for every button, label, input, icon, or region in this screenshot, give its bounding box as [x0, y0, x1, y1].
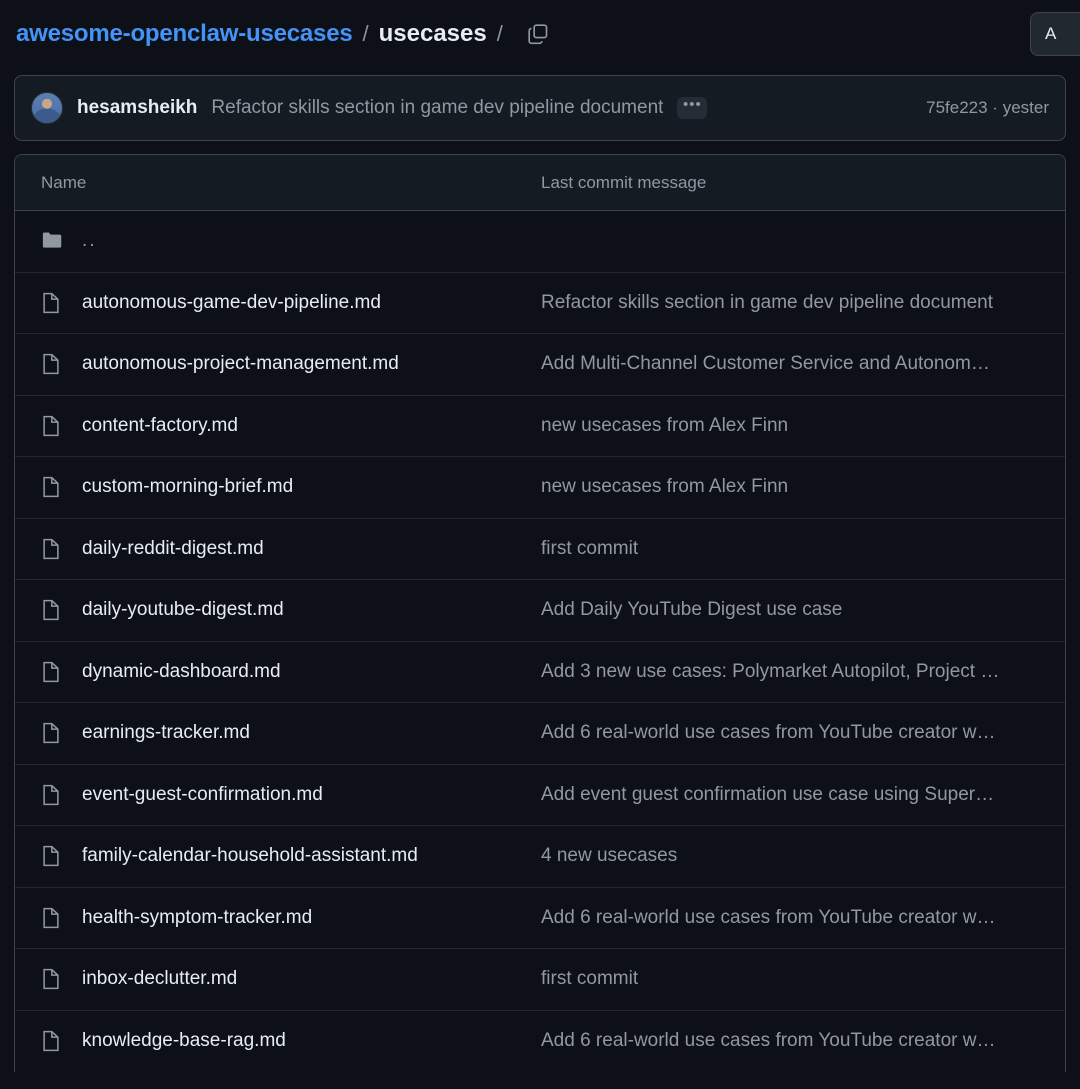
commit-meta: [926, 98, 1049, 118]
table-row[interactable]: [15, 580, 1065, 642]
file-commit-message[interactable]: Add 6 real-world use cases from YouTube creator w…: [541, 906, 996, 928]
file-commit-message[interactable]: new usecases from Alex Finn: [541, 414, 789, 436]
file-icon: [41, 907, 63, 929]
file-icon: [41, 784, 63, 806]
table-row[interactable]: [15, 273, 1065, 335]
column-header-last-commit-message: Last commit message: [541, 172, 707, 192]
commit-author[interactable]: hesamsheikh: [77, 97, 198, 118]
commit-time: yester: [1002, 98, 1049, 117]
file-name-link[interactable]: daily-reddit-digest.md: [82, 537, 264, 559]
file-name-link[interactable]: health-symptom-tracker.md: [82, 906, 313, 928]
table-row[interactable]: [15, 642, 1065, 704]
file-icon: [41, 538, 63, 560]
file-icon: [41, 1030, 63, 1052]
parent-directory-row[interactable]: [15, 211, 1065, 273]
file-icon: [41, 845, 63, 867]
top-right-action-button[interactable]: [1030, 12, 1080, 56]
table-row[interactable]: [15, 703, 1065, 765]
table-row[interactable]: [15, 888, 1065, 950]
top-right-action-label: A: [1045, 24, 1057, 43]
commit-message[interactable]: Refactor skills section in game dev pipeline document: [211, 97, 664, 118]
file-commit-message[interactable]: Add 3 new use cases: Polymarket Autopilot, Project …: [541, 660, 1000, 682]
file-commit-message[interactable]: Add Daily YouTube Digest use case: [541, 599, 843, 621]
file-icon: [41, 476, 63, 498]
file-commit-message[interactable]: Refactor skills section in game dev pipeline document: [541, 291, 994, 313]
file-name-link[interactable]: event-guest-confirmation.md: [82, 783, 323, 805]
file-name-link[interactable]: earnings-tracker.md: [82, 722, 250, 744]
file-table: [14, 154, 1066, 1072]
table-row[interactable]: [15, 334, 1065, 396]
file-name-link[interactable]: content-factory.md: [82, 414, 238, 436]
table-row[interactable]: [15, 396, 1065, 458]
table-row[interactable]: [15, 1011, 1065, 1073]
file-table-header: [15, 155, 1065, 211]
file-commit-message[interactable]: first commit: [541, 968, 639, 990]
file-name-link[interactable]: family-calendar-household-assistant.md: [82, 845, 418, 867]
file-commit-message[interactable]: Add 6 real-world use cases from YouTube creator w…: [541, 722, 996, 744]
parent-directory-label: ..: [82, 230, 97, 252]
file-icon: [41, 968, 63, 990]
file-icon: [41, 292, 63, 314]
file-commit-message[interactable]: Add event guest confirmation use case using Super…: [541, 783, 995, 805]
breadcrumb-trailing-separator: /: [496, 21, 503, 46]
file-icon: [41, 599, 63, 621]
commit-sha[interactable]: 75fe223: [926, 98, 988, 117]
file-icon: [41, 661, 63, 683]
column-header-name: Name: [41, 172, 87, 192]
file-name-link[interactable]: daily-youtube-digest.md: [82, 599, 284, 621]
file-icon: [41, 415, 63, 437]
file-commit-message[interactable]: Add Multi-Channel Customer Service and Autonom…: [541, 353, 990, 375]
table-row[interactable]: [15, 826, 1065, 888]
table-row[interactable]: [15, 457, 1065, 519]
file-rows: [15, 273, 1065, 1073]
breadcrumb-current-folder: usecases: [378, 20, 487, 47]
file-name-link[interactable]: autonomous-project-management.md: [82, 353, 399, 375]
copy-path-icon[interactable]: [521, 17, 555, 51]
file-commit-message[interactable]: new usecases from Alex Finn: [541, 476, 789, 498]
file-commit-message[interactable]: first commit: [541, 537, 639, 559]
file-commit-message[interactable]: 4 new usecases: [541, 845, 678, 867]
breadcrumb: [0, 0, 1080, 68]
avatar[interactable]: [31, 92, 63, 124]
file-name-link[interactable]: knowledge-base-rag.md: [82, 1030, 286, 1052]
breadcrumb-repo-link[interactable]: awesome-openclaw-usecases: [16, 20, 353, 47]
table-row[interactable]: [15, 765, 1065, 827]
file-icon: [41, 722, 63, 744]
file-name-link[interactable]: dynamic-dashboard.md: [82, 660, 281, 682]
latest-commit-bar: [14, 75, 1066, 141]
folder-icon: [41, 232, 63, 250]
file-name-link[interactable]: custom-morning-brief.md: [82, 476, 294, 498]
commit-expand-button[interactable]: •••: [677, 97, 707, 119]
file-commit-message[interactable]: Add 6 real-world use cases from YouTube creator w…: [541, 1030, 996, 1052]
file-icon: [41, 353, 63, 375]
table-row[interactable]: [15, 949, 1065, 1011]
breadcrumb-separator: /: [362, 21, 369, 46]
file-name-link[interactable]: autonomous-game-dev-pipeline.md: [82, 291, 381, 313]
file-name-link[interactable]: inbox-declutter.md: [82, 968, 238, 990]
commit-meta-separator: ·: [992, 98, 998, 117]
table-row[interactable]: [15, 519, 1065, 581]
